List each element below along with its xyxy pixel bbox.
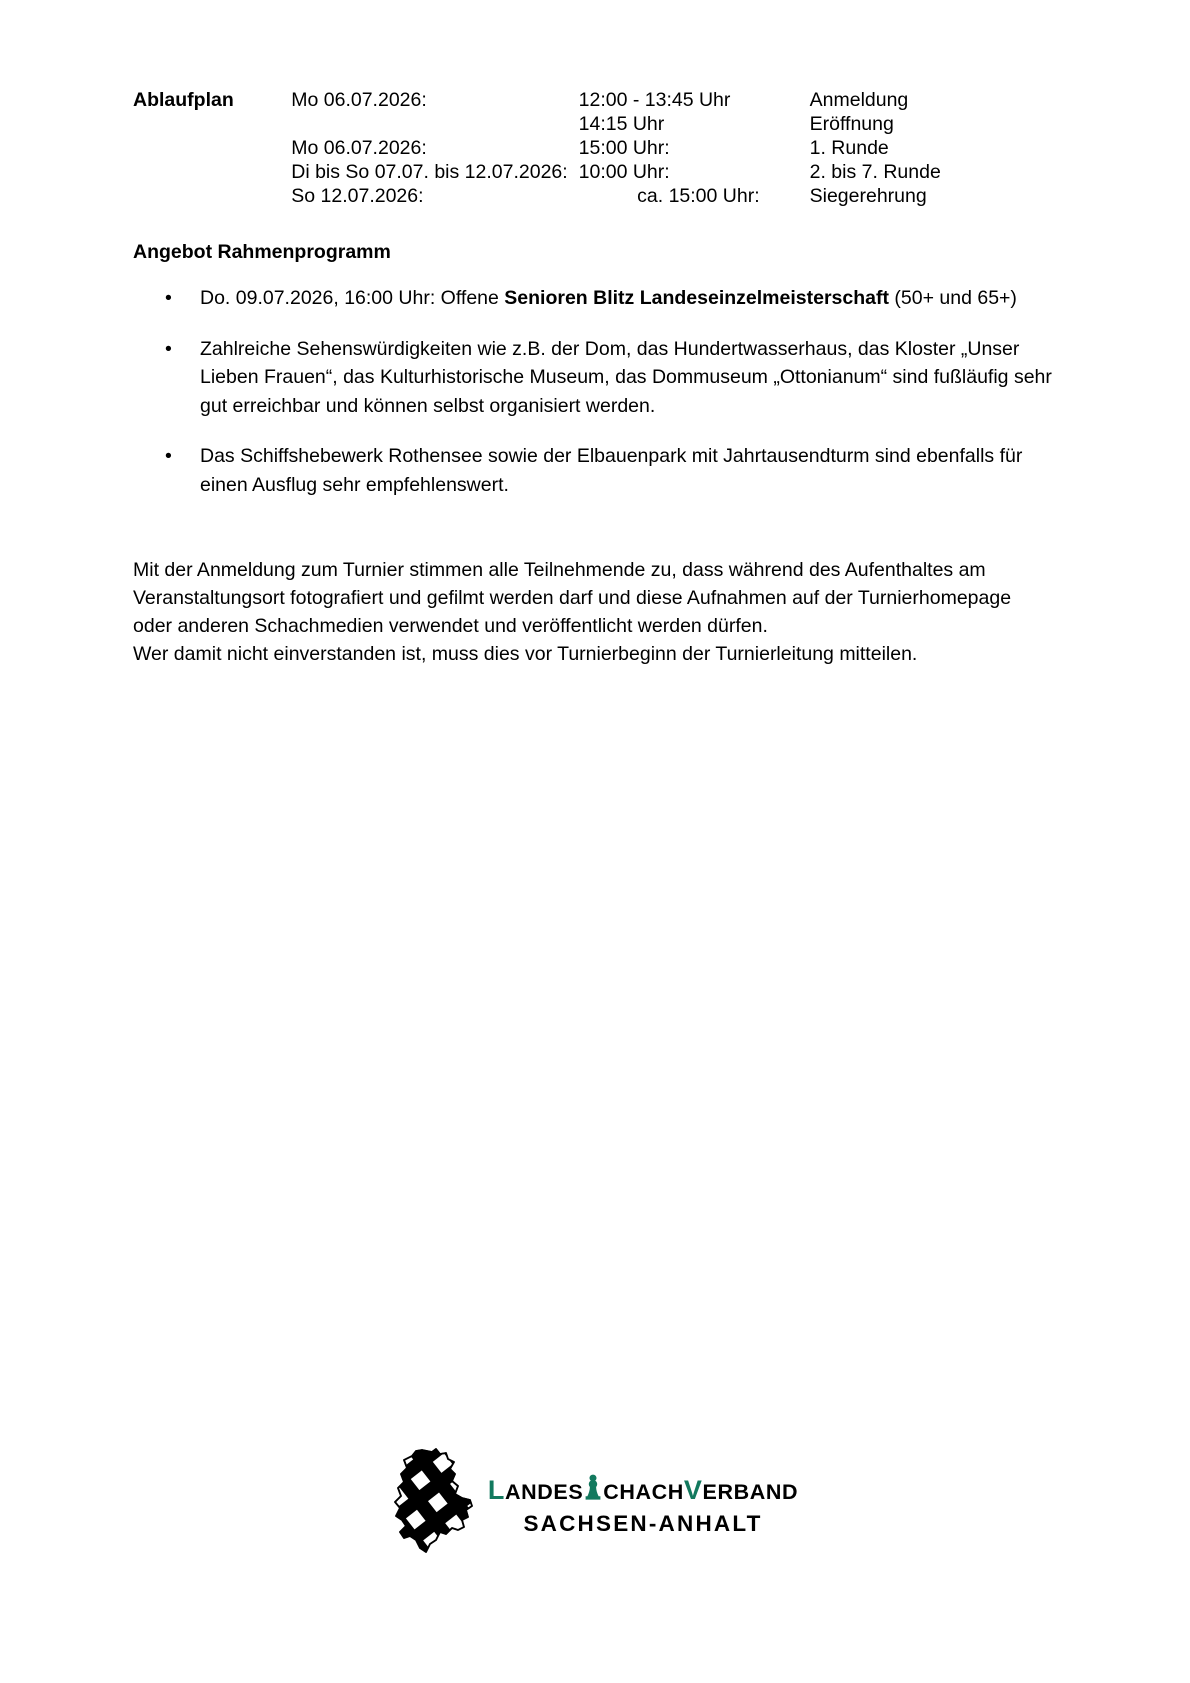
logo-text-andes: ANDES — [505, 1480, 584, 1504]
logo-line-one — [488, 1471, 798, 1507]
closing-note: Wer damit nicht einverstanden ist, muss dies vor Turnierbeginn der Turnierleitung mitteilen. — [133, 643, 918, 665]
list-item — [133, 335, 1052, 421]
logo-wordmark — [488, 1467, 798, 1537]
bullet-text-pre: Do. 09.07.2026, 16:00 Uhr: Offene — [200, 287, 505, 309]
schedule-label-empty — [133, 184, 291, 208]
program-heading: Angebot Rahmenprogramm — [133, 241, 391, 263]
logo-group — [392, 1448, 798, 1556]
bullet-icon: • — [165, 445, 172, 467]
list-item — [133, 284, 1052, 313]
schedule-date: So 12.07.2026: — [291, 185, 424, 207]
bullet-icon: • — [165, 337, 172, 360]
table-row — [133, 160, 1023, 184]
chess-pawn-icon — [583, 1473, 603, 1501]
document-content — [133, 88, 1052, 668]
logo-letter-v: V — [683, 1475, 703, 1505]
bullet-text-bold: Senioren Blitz Landeseinzelmeisterschaft — [504, 287, 889, 309]
schedule-date: Mo 06.07.2026: — [291, 137, 427, 159]
program-bullet-list — [133, 284, 1052, 499]
schedule-desc: 1. Runde — [809, 137, 889, 159]
bullet-text-pre: Das Schiffshebewerk Rothensee sowie der Elbauenpark mit Jahrtausendturm sind ebenfalls für einen Ausflug sehr empfehlenswert. — [200, 445, 1023, 496]
bullet-icon: • — [165, 287, 172, 309]
schedule-date: Di bis So 07.07. bis 12.07.2026: — [291, 161, 568, 183]
schedule-date: Mo 06.07.2026: — [291, 89, 427, 111]
schedule-time: 15:00 Uhr: — [578, 137, 670, 159]
schedule-desc: Eröffnung — [809, 113, 894, 135]
schedule-desc: Anmeldung — [809, 89, 909, 111]
schedule-label: Ablaufplan — [133, 89, 234, 111]
list-item — [133, 442, 1052, 499]
schedule-time: ca. 15:00 Uhr: — [637, 185, 760, 207]
schedule-label-empty — [133, 160, 291, 184]
footer-logo — [0, 1448, 1190, 1556]
table-row — [133, 88, 1023, 112]
schedule-time: 14:15 Uhr — [578, 113, 665, 135]
closing-paragraph: Mit der Anmeldung zum Turnier stimmen alle Teilnehmende zu, dass während des Aufenthaltes am Veranstaltungsort fotografiert und gefilmt werden darf und diese Aufnahmen auf der Turnierhomepage oder anderen Schachmedien verwendet und veröffentlicht werden dürfen. — [133, 559, 1012, 637]
schedule-desc: 2. bis 7. Runde — [809, 161, 941, 183]
table-row — [133, 184, 1023, 208]
schedule-table — [133, 88, 1023, 208]
logo-line-two: SACHSEN-ANHALT — [523, 1511, 763, 1536]
closing-section — [133, 556, 1013, 668]
schedule-time: 10:00 Uhr: — [578, 161, 670, 183]
saxony-anhalt-map-icon — [392, 1448, 478, 1556]
schedule-date — [291, 112, 578, 136]
bullet-text-pre: Zahlreiche Sehenswürdigkeiten wie z.B. der Dom, das Hundertwasserhaus, das Kloster „Unser Lieben Frauen“, das Kulturhistorische Museum, das Dommuseum „Ottonianum“ sind fußläufig sehr gut erreichbar und können selbst organisiert werden. — [200, 337, 1052, 417]
table-row — [133, 136, 1023, 160]
table-row — [133, 112, 1023, 136]
logo-letter-l: L — [487, 1475, 505, 1505]
bullet-text-post: (50+ und 65+) — [888, 287, 1017, 309]
logo-text-chach: CHACH — [603, 1480, 684, 1504]
schedule-time: 12:00 - 13:45 Uhr — [578, 89, 731, 111]
schedule-desc: Siegerehrung — [809, 185, 927, 207]
schedule-label-empty — [133, 136, 291, 160]
logo-text-erband: ERBAND — [702, 1480, 799, 1504]
schedule-label-empty — [133, 112, 291, 136]
